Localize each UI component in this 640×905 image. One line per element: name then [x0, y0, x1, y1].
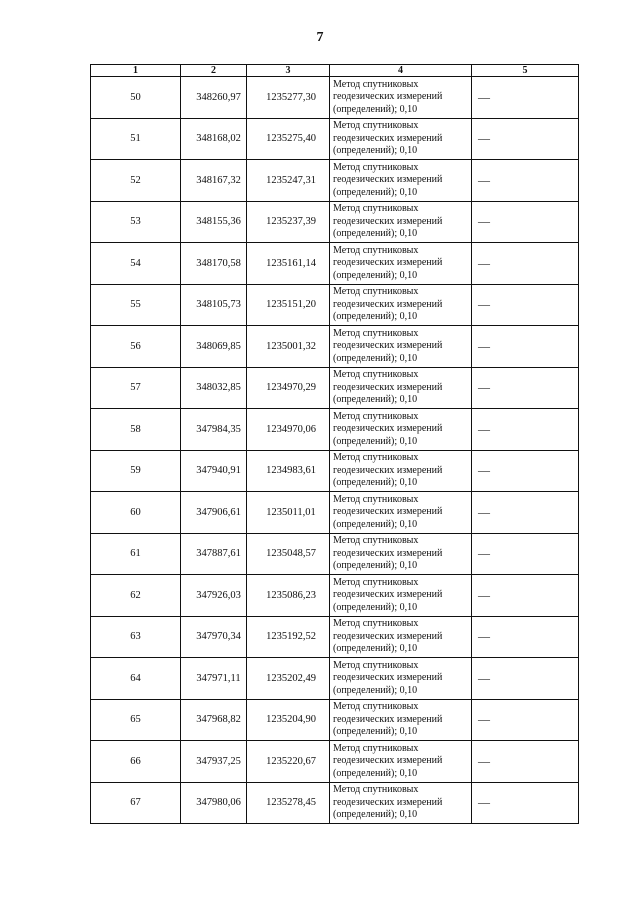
notes-dash: —	[472, 118, 579, 160]
table-row	[91, 658, 579, 700]
header-col-1: 1	[91, 65, 181, 77]
header-col-4: 4	[330, 65, 472, 77]
method-line-1: Метод спутниковых	[333, 369, 419, 380]
page-number: 7	[316, 30, 324, 45]
table-row	[91, 118, 579, 160]
method-line-2: геодезических измерений	[333, 381, 443, 393]
coordinate-y: 1235192,52	[247, 616, 330, 658]
coordinate-x: 347926,03	[181, 575, 247, 617]
coordinate-x: 347984,35	[181, 409, 247, 451]
coordinate-x: 347968,82	[181, 699, 247, 741]
coordinate-y: 1234983,61	[247, 450, 330, 492]
coordinate-y: 1235086,23	[247, 575, 330, 617]
point-number: 55	[91, 284, 181, 326]
coordinate-y: 1235011,01	[247, 492, 330, 534]
method-line-1: Метод спутниковых	[333, 701, 419, 712]
method-line-1: Метод спутниковых	[333, 784, 419, 795]
point-number: 63	[91, 616, 181, 658]
coordinate-y: 1235220,67	[247, 741, 330, 783]
coordinate-x: 347940,91	[181, 450, 247, 492]
point-number: 57	[91, 367, 181, 409]
coordinate-y: 1235247,31	[247, 160, 330, 202]
measurement-method	[330, 243, 472, 285]
table-row	[91, 575, 579, 617]
method-line-1: Метод спутниковых	[333, 327, 419, 339]
coordinate-x: 348168,02	[181, 118, 247, 160]
method-line-2: геодезических измерений	[333, 672, 443, 683]
point-number: 59	[91, 450, 181, 492]
method-line-3: (определений); 0,10	[333, 726, 418, 737]
coordinate-y: 1235277,30	[247, 77, 330, 119]
point-number: 61	[91, 533, 181, 575]
method-line-2: геодезических измерений	[333, 589, 443, 600]
point-number: 64	[91, 658, 181, 700]
notes-dash: —	[472, 450, 579, 492]
table-row	[91, 326, 579, 368]
measurement-method	[330, 782, 472, 824]
header-col-5: 5	[472, 65, 579, 77]
method-line-1: Метод спутниковых	[333, 742, 419, 754]
table-row	[91, 409, 579, 451]
table-row	[91, 492, 579, 534]
table-row	[91, 782, 579, 824]
method-line-2: геодезических измерений	[333, 547, 443, 559]
coordinate-y: 1234970,06	[247, 409, 330, 451]
method-line-1: Метод спутниковых	[333, 203, 419, 214]
point-number: 66	[91, 741, 181, 783]
coordinate-y: 1235151,20	[247, 284, 330, 326]
method-line-3: (определений); 0,10	[333, 684, 418, 696]
measurement-method	[330, 699, 472, 741]
measurement-method	[330, 492, 472, 534]
coordinate-y: 1235237,39	[247, 201, 330, 243]
table-header-row	[91, 65, 579, 77]
table-row	[91, 741, 579, 783]
coordinate-x: 348167,32	[181, 160, 247, 202]
coordinate-x: 348105,73	[181, 284, 247, 326]
method-line-2: геодезических измерений	[333, 796, 443, 808]
method-line-2: геодезических измерений	[333, 340, 443, 351]
method-line-2: геодезических измерений	[333, 506, 443, 517]
coordinate-x: 348155,36	[181, 201, 247, 243]
method-line-2: геодезических измерений	[333, 91, 443, 102]
measurement-method	[330, 367, 472, 409]
point-number: 58	[91, 409, 181, 451]
table-row	[91, 284, 579, 326]
point-number: 50	[91, 77, 181, 119]
point-number: 65	[91, 699, 181, 741]
method-line-1: Метод спутниковых	[333, 161, 419, 173]
measurement-method	[330, 741, 472, 783]
notes-dash: —	[472, 409, 579, 451]
coordinate-x: 347971,11	[181, 658, 247, 700]
notes-dash: —	[472, 699, 579, 741]
header-col-3: 3	[247, 65, 330, 77]
method-line-2: геодезических измерений	[333, 132, 443, 144]
measurement-method	[330, 616, 472, 658]
method-line-3: (определений); 0,10	[333, 269, 418, 281]
method-line-3: (определений); 0,10	[333, 767, 418, 779]
method-line-2: геодезических измерений	[333, 174, 443, 185]
notes-dash: —	[472, 201, 579, 243]
point-number: 53	[91, 201, 181, 243]
table-row	[91, 77, 579, 119]
method-line-3: (определений); 0,10	[333, 435, 418, 447]
method-line-2: геодезических измерений	[333, 215, 443, 227]
method-line-2: геодезических измерений	[333, 423, 443, 434]
point-number: 54	[91, 243, 181, 285]
measurement-method	[330, 118, 472, 160]
coordinate-y: 1235202,49	[247, 658, 330, 700]
table-row	[91, 243, 579, 285]
table-row	[91, 533, 579, 575]
coordinate-y: 1235275,40	[247, 118, 330, 160]
coordinate-x: 348260,97	[181, 77, 247, 119]
measurement-method	[330, 658, 472, 700]
point-number: 62	[91, 575, 181, 617]
method-line-1: Метод спутниковых	[333, 659, 419, 671]
method-line-2: геодезических измерений	[333, 298, 443, 310]
notes-dash: —	[472, 616, 579, 658]
table-row	[91, 367, 579, 409]
notes-dash: —	[472, 160, 579, 202]
method-line-1: Метод спутниковых	[333, 618, 419, 629]
method-line-1: Метод спутниковых	[333, 78, 419, 90]
coordinate-x: 347887,61	[181, 533, 247, 575]
point-number: 67	[91, 782, 181, 824]
measurement-method	[330, 450, 472, 492]
measurement-method	[330, 326, 472, 368]
notes-dash: —	[472, 243, 579, 285]
notes-dash: —	[472, 575, 579, 617]
method-line-3: (определений); 0,10	[333, 311, 418, 322]
notes-dash: —	[472, 326, 579, 368]
method-line-2: геодезических измерений	[333, 755, 443, 766]
notes-dash: —	[472, 658, 579, 700]
measurement-method	[330, 575, 472, 617]
coordinate-x: 347970,34	[181, 616, 247, 658]
method-line-3: (определений); 0,10	[333, 103, 418, 115]
coordinate-y: 1235161,14	[247, 243, 330, 285]
method-line-3: (определений); 0,10	[333, 477, 418, 488]
coordinates-table	[90, 64, 579, 824]
measurement-method	[330, 77, 472, 119]
notes-dash: —	[472, 77, 579, 119]
method-line-1: Метод спутниковых	[333, 244, 419, 256]
point-number: 60	[91, 492, 181, 534]
coordinate-x: 347906,61	[181, 492, 247, 534]
method-line-2: геодезических измерений	[333, 713, 443, 725]
measurement-method	[330, 160, 472, 202]
coordinate-x: 347937,25	[181, 741, 247, 783]
method-line-3: (определений); 0,10	[333, 560, 418, 571]
method-line-2: геодезических измерений	[333, 464, 443, 476]
table-row	[91, 450, 579, 492]
coordinate-x: 348032,85	[181, 367, 247, 409]
table-row	[91, 201, 579, 243]
method-line-1: Метод спутниковых	[333, 493, 419, 505]
point-number: 51	[91, 118, 181, 160]
method-line-1: Метод спутниковых	[333, 576, 419, 588]
method-line-1: Метод спутниковых	[333, 535, 419, 546]
method-line-3: (определений); 0,10	[333, 186, 418, 198]
method-line-3: (определений); 0,10	[333, 145, 418, 156]
notes-dash: —	[472, 492, 579, 534]
coordinate-x: 348069,85	[181, 326, 247, 368]
notes-dash: —	[472, 533, 579, 575]
measurement-method	[330, 284, 472, 326]
point-number: 52	[91, 160, 181, 202]
method-line-3: (определений); 0,10	[333, 643, 418, 654]
notes-dash: —	[472, 782, 579, 824]
method-line-3: (определений); 0,10	[333, 394, 418, 405]
method-line-1: Метод спутниковых	[333, 452, 419, 463]
coordinate-x: 347980,06	[181, 782, 247, 824]
measurement-method	[330, 201, 472, 243]
method-line-3: (определений); 0,10	[333, 601, 418, 613]
coordinate-y: 1235048,57	[247, 533, 330, 575]
table-body	[91, 77, 579, 824]
measurement-method	[330, 533, 472, 575]
coordinate-x: 348170,58	[181, 243, 247, 285]
header-col-2: 2	[181, 65, 247, 77]
method-line-2: геодезических измерений	[333, 630, 443, 642]
point-number: 56	[91, 326, 181, 368]
measurement-method	[330, 409, 472, 451]
table-row	[91, 616, 579, 658]
method-line-3: (определений); 0,10	[333, 352, 418, 364]
notes-dash: —	[472, 741, 579, 783]
method-line-3: (определений); 0,10	[333, 518, 418, 530]
notes-dash: —	[472, 284, 579, 326]
table-row	[91, 160, 579, 202]
method-line-1: Метод спутниковых	[333, 286, 419, 297]
method-line-3: (определений); 0,10	[333, 228, 418, 239]
method-line-2: геодезических измерений	[333, 257, 443, 268]
method-line-1: Метод спутниковых	[333, 120, 419, 131]
notes-dash: —	[472, 367, 579, 409]
method-line-1: Метод спутниковых	[333, 410, 419, 422]
coordinate-y: 1235204,90	[247, 699, 330, 741]
table-row	[91, 699, 579, 741]
coordinate-y: 1235001,32	[247, 326, 330, 368]
method-line-3: (определений); 0,10	[333, 809, 418, 820]
coordinate-y: 1234970,29	[247, 367, 330, 409]
coordinate-y: 1235278,45	[247, 782, 330, 824]
